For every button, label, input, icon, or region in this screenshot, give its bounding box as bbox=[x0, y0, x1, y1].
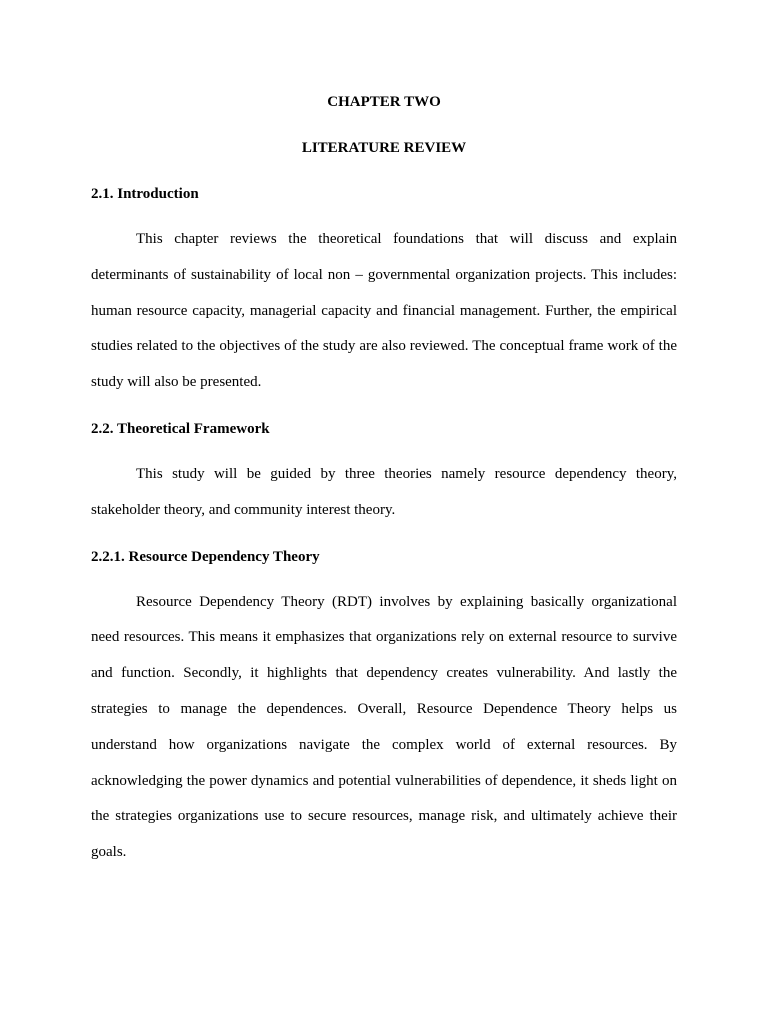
paragraph-resource-dependency-theory: Resource Dependency Theory (RDT) involves by explaining basically organizational need resources. This means it emphasizes that organizations rely on external resource to survive and function. Secondly, it highlights that dependency creates vulnerability. And lastly the strategies to manage the dependences. Overall, Resource Dependence Theory helps us understand how organizations navigate the complex world of external resources. By acknowledging the power dynamics and potential vulnerabilities of dependence, it sheds light on the strategies organizations use to secure resources, manage risk, and ultimately achieve their goals. bbox=[91, 593, 677, 861]
chapter-title: LITERATURE REVIEW bbox=[301, 140, 467, 156]
chapter-heading: CHAPTER TWO bbox=[327, 94, 441, 110]
paragraph-introduction: This chapter reviews the theoretical foundations that will discuss and explain determinants of sustainability of local non – governmental organization projects. This includes: human resource capacity, managerial capacity and financial management. Further, the empirical studies related to the objectives of the study are also reviewed. The conceptual frame work of the study will also be presented. bbox=[91, 231, 677, 391]
paragraph-theoretical-framework: This study will be guided by three theories namely resource dependency theory, stakeholder theory, and community interest theory. bbox=[91, 465, 677, 518]
section-heading-theoretical-framework: 2.2. Theoretical Framework bbox=[91, 420, 270, 437]
section-heading-resource-dependency-theory: 2.2.1. Resource Dependency Theory bbox=[91, 548, 320, 565]
document-page bbox=[91, 84, 677, 881]
section-heading-introduction: 2.1. Introduction bbox=[91, 186, 199, 202]
